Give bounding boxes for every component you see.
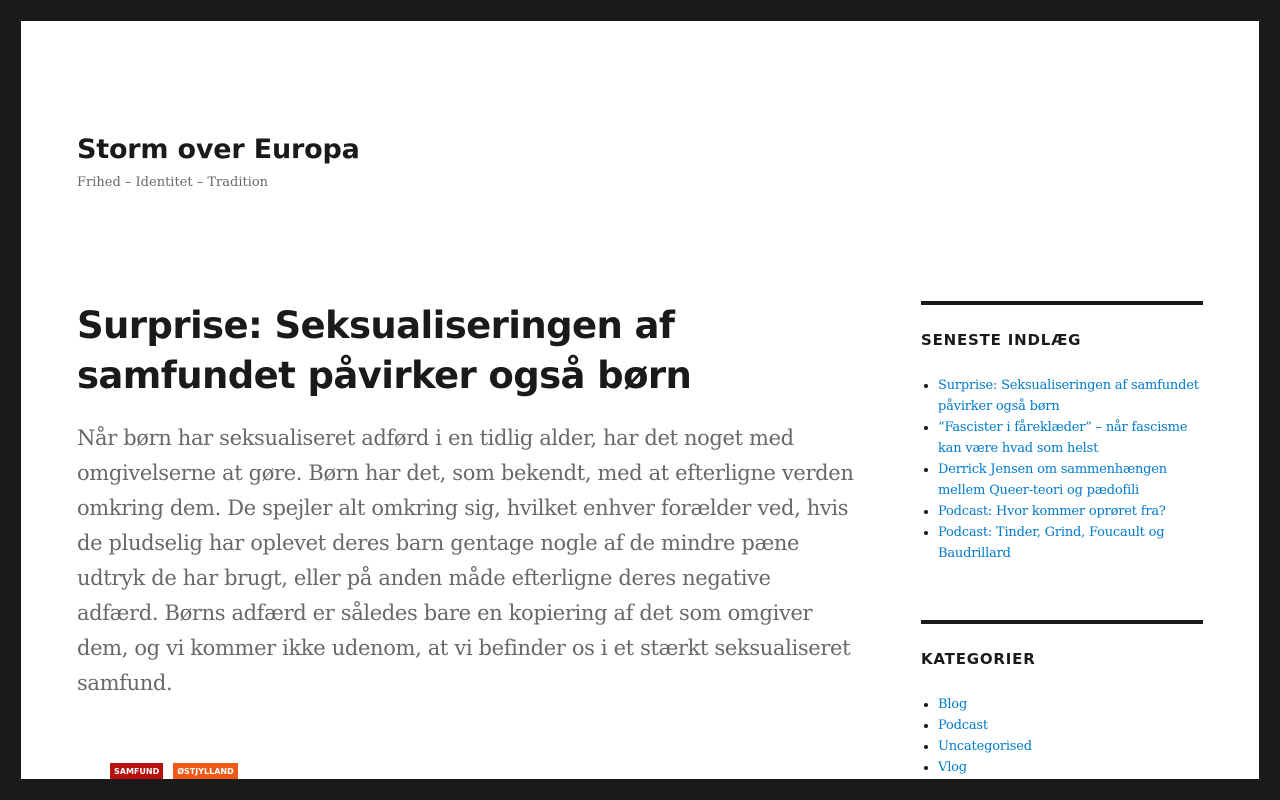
post-tags xyxy=(110,763,238,779)
recent-post-link[interactable]: Podcast: Tinder, Grind, Foucault og Baudrillard xyxy=(938,525,1165,561)
recent-post-link[interactable]: “Fascister i fåreklæder” – når fascisme kan være hvad som helst xyxy=(938,420,1188,456)
recent-post-link[interactable]: Surprise: Seksualiseringen af samfundet påvirker også børn xyxy=(938,378,1199,414)
page-frame xyxy=(21,21,1259,779)
categories-title: KATEGORIER xyxy=(921,650,1036,668)
categories-widget xyxy=(921,620,1203,778)
site-tagline: Frihed – Identitet – Tradition xyxy=(77,175,269,190)
post-summary: Når børn har seksualiseret adførd i en tidlig alder, har det noget med omgivelserne at gøre. Børn har det, som bekendt, med at efterligne verden omkring dem. De spejler alt omkring sig, hvilket enhver forælder ved, hvis de pludselig har oplevet deres barn gentage nogle af de mindre pæne udtryk de har brugt, eller på anden måde efterligne deres negative adfærd. Børns adfærd er således bare en kopiering af det som omgiver dem, og vi kommer ikke udenom, at vi befinder os i et stærkt seksualiseret samfund. xyxy=(77,426,854,695)
category-link-vlog[interactable]: Vlog xyxy=(938,760,967,775)
sidebar xyxy=(921,301,1203,779)
main-content xyxy=(77,301,857,701)
post-title[interactable]: Surprise: Seksualiseringen af samfundet påvirker også børn xyxy=(77,304,692,397)
list-item xyxy=(938,757,1203,778)
category-link-blog[interactable]: Blog xyxy=(938,697,968,712)
list-item xyxy=(938,501,1203,522)
recent-posts-widget xyxy=(921,301,1203,564)
categories-list xyxy=(921,694,1203,778)
site-header xyxy=(77,133,360,193)
recent-posts-list xyxy=(921,375,1203,564)
category-link-uncategorised[interactable]: Uncategorised xyxy=(938,739,1032,754)
category-link-podcast[interactable]: Podcast xyxy=(938,718,988,733)
recent-posts-title: SENESTE INDLÆG xyxy=(921,331,1082,349)
list-item xyxy=(938,375,1203,417)
tag-ostjylland[interactable]: ØSTJYLLAND xyxy=(173,763,238,779)
list-item xyxy=(938,417,1203,459)
recent-post-link[interactable]: Derrick Jensen om sammenhængen mellem Queer-teori og pædofili xyxy=(938,462,1167,498)
list-item xyxy=(938,522,1203,564)
tag-samfund[interactable]: SAMFUND xyxy=(110,763,163,779)
list-item xyxy=(938,694,1203,715)
list-item xyxy=(938,736,1203,757)
site-title[interactable]: Storm over Europa xyxy=(77,134,360,165)
recent-post-link[interactable]: Podcast: Hvor kommer oprøret fra? xyxy=(938,504,1166,519)
list-item xyxy=(938,715,1203,736)
list-item xyxy=(938,459,1203,501)
